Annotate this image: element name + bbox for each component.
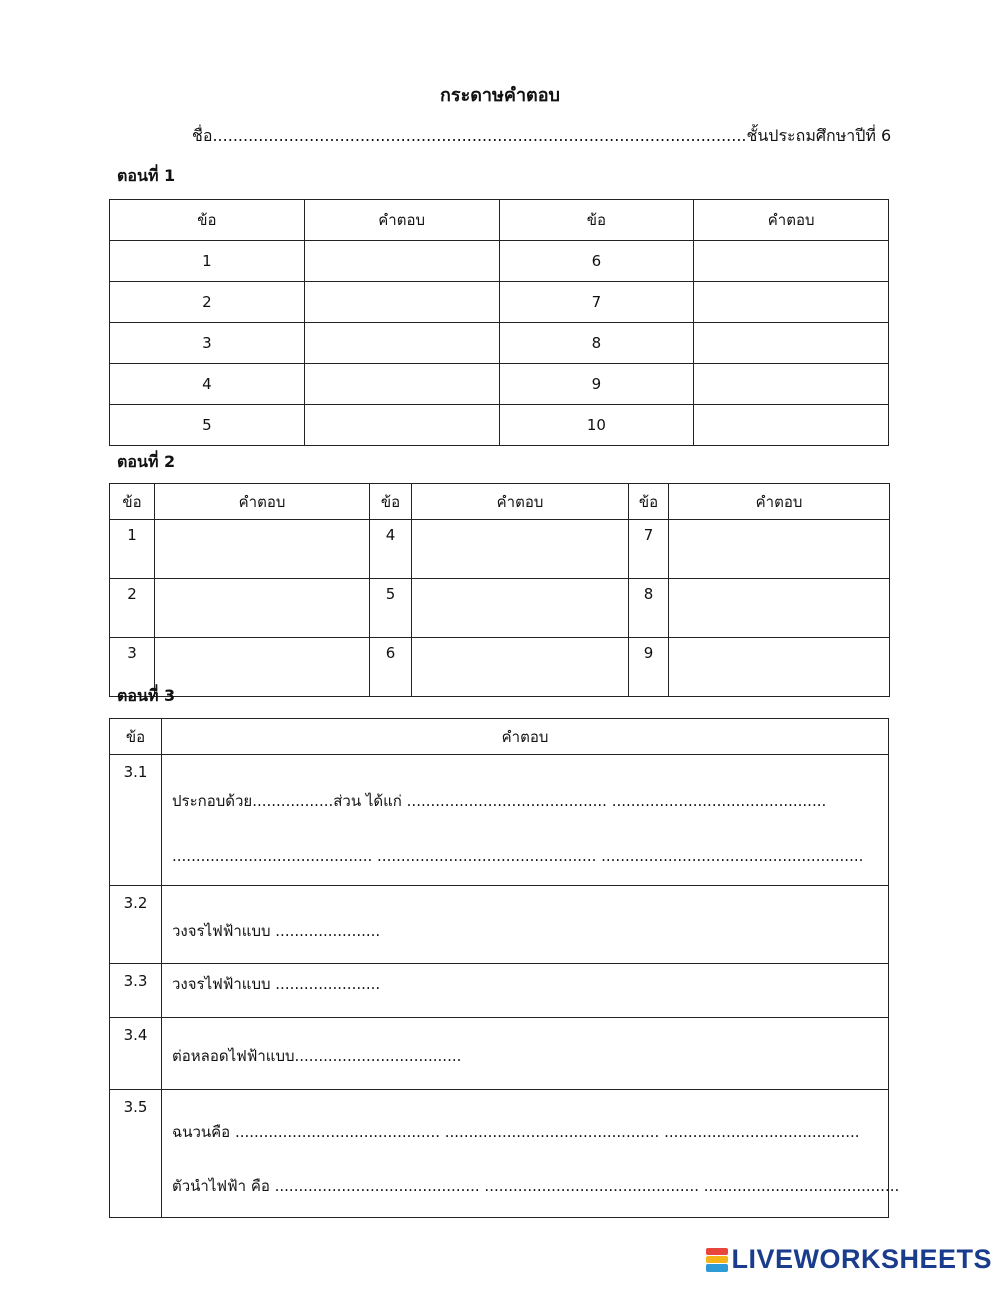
item-number: 3.2 — [110, 886, 162, 964]
item-number: 7 — [629, 520, 669, 579]
answer-cell[interactable] — [162, 1018, 889, 1090]
answer-cell[interactable] — [304, 241, 499, 282]
item-number: 5 — [110, 405, 305, 446]
answer-line[interactable]: ตัวนำไฟฟ้า คือ ........................................... ............................................. ......................................... — [172, 1177, 900, 1195]
brand-name: LIVEWORKSHEETS — [731, 1244, 992, 1274]
answer-cell[interactable] — [412, 520, 629, 579]
header-cell: คำตอบ — [694, 200, 889, 241]
table-row — [110, 282, 889, 323]
answer-cell[interactable] — [304, 282, 499, 323]
item-number: 6 — [370, 638, 412, 697]
part1-heading: ตอนที่ 1 — [117, 166, 176, 185]
item-number: 3 — [110, 638, 155, 697]
answer-cell[interactable] — [694, 323, 889, 364]
answer-line[interactable]: ประกอบด้วย.................ส่วน ได้แก่ .......................................... ............................................. — [172, 792, 827, 810]
item-number: 4 — [370, 520, 412, 579]
item-number: 3.5 — [110, 1090, 162, 1218]
answer-line[interactable]: วงจรไฟฟ้าแบบ ...................... — [172, 922, 381, 940]
answer-cell[interactable] — [304, 405, 499, 446]
table-row — [110, 886, 889, 964]
answer-cell[interactable] — [669, 638, 890, 697]
answer-cell[interactable] — [155, 638, 370, 697]
item-number: 5 — [370, 579, 412, 638]
item-number: 3.1 — [110, 755, 162, 886]
item-number: 10 — [499, 405, 694, 446]
item-number: 7 — [499, 282, 694, 323]
table-row — [110, 1018, 889, 1090]
table-row — [110, 405, 889, 446]
answer-line[interactable]: วงจรไฟฟ้าแบบ ...................... — [172, 975, 381, 993]
name-line: ชื่อ.........................................................................................................ชั้นประถมศึกษาปีที่ 6 — [192, 126, 892, 145]
answer-cell[interactable] — [694, 405, 889, 446]
header-cell: ข้อ — [370, 484, 412, 520]
header-cell: คำตอบ — [669, 484, 890, 520]
answer-cell[interactable] — [155, 579, 370, 638]
table-row — [110, 579, 890, 638]
table-row — [110, 964, 889, 1018]
part3-table — [109, 718, 900, 1218]
item-number: 9 — [629, 638, 669, 697]
answer-cell[interactable] — [669, 579, 890, 638]
table-row — [110, 1090, 889, 1218]
answer-line[interactable]: ต่อหลอดไฟฟ้าแบบ................................... — [172, 1047, 462, 1065]
answer-cell[interactable] — [162, 964, 889, 1018]
answer-cell[interactable] — [155, 520, 370, 579]
item-number: 3 — [110, 323, 305, 364]
item-number: 1 — [110, 520, 155, 579]
table-row — [110, 755, 889, 886]
header-cell: ข้อ — [629, 484, 669, 520]
part3-heading: ตอนที่ 3 — [117, 686, 176, 705]
answer-cell[interactable] — [304, 364, 499, 405]
table-header-row — [110, 200, 889, 241]
logo-blocks-icon — [706, 1248, 728, 1272]
header-cell: ข้อ — [110, 719, 162, 755]
item-number: 4 — [110, 364, 305, 405]
answer-cell[interactable] — [694, 364, 889, 405]
item-number: 8 — [629, 579, 669, 638]
header-cell: คำตอบ — [155, 484, 370, 520]
answer-cell[interactable] — [304, 323, 499, 364]
header-cell: คำตอบ — [412, 484, 629, 520]
table-row — [110, 638, 890, 697]
answer-cell[interactable] — [669, 520, 890, 579]
answer-cell[interactable] — [162, 886, 889, 964]
item-number: 3.4 — [110, 1018, 162, 1090]
answer-cell[interactable] — [694, 241, 889, 282]
item-number: 2 — [110, 579, 155, 638]
answer-line[interactable]: .......................................... .............................................. ....................................................... — [172, 847, 864, 865]
header-cell: ข้อ — [110, 200, 305, 241]
item-number: 6 — [499, 241, 694, 282]
answer-cell[interactable] — [694, 282, 889, 323]
item-number: 1 — [110, 241, 305, 282]
answer-cell[interactable] — [412, 579, 629, 638]
table-header-row — [110, 484, 890, 520]
part2-table — [109, 483, 890, 697]
page-title: กระดาษคำตอบ — [440, 85, 560, 106]
table-row — [110, 364, 889, 405]
header-cell: ข้อ — [110, 484, 155, 520]
answer-line[interactable]: ฉนวนคือ ........................................... ............................................. ......................................... — [172, 1123, 860, 1141]
header-cell: คำตอบ — [304, 200, 499, 241]
part1-table — [109, 199, 889, 446]
table-row — [110, 241, 889, 282]
liveworksheets-logo — [706, 1244, 992, 1275]
item-number: 9 — [499, 364, 694, 405]
answer-cell[interactable] — [412, 638, 629, 697]
item-number: 2 — [110, 282, 305, 323]
answer-cell[interactable] — [162, 1090, 900, 1218]
answer-cell[interactable] — [162, 755, 889, 886]
item-number: 8 — [499, 323, 694, 364]
part2-heading: ตอนที่ 2 — [117, 452, 176, 471]
table-row — [110, 323, 889, 364]
header-cell: คำตอบ — [162, 719, 889, 755]
table-header-row — [110, 719, 889, 755]
header-cell: ข้อ — [499, 200, 694, 241]
item-number: 3.3 — [110, 964, 162, 1018]
table-row — [110, 520, 890, 579]
